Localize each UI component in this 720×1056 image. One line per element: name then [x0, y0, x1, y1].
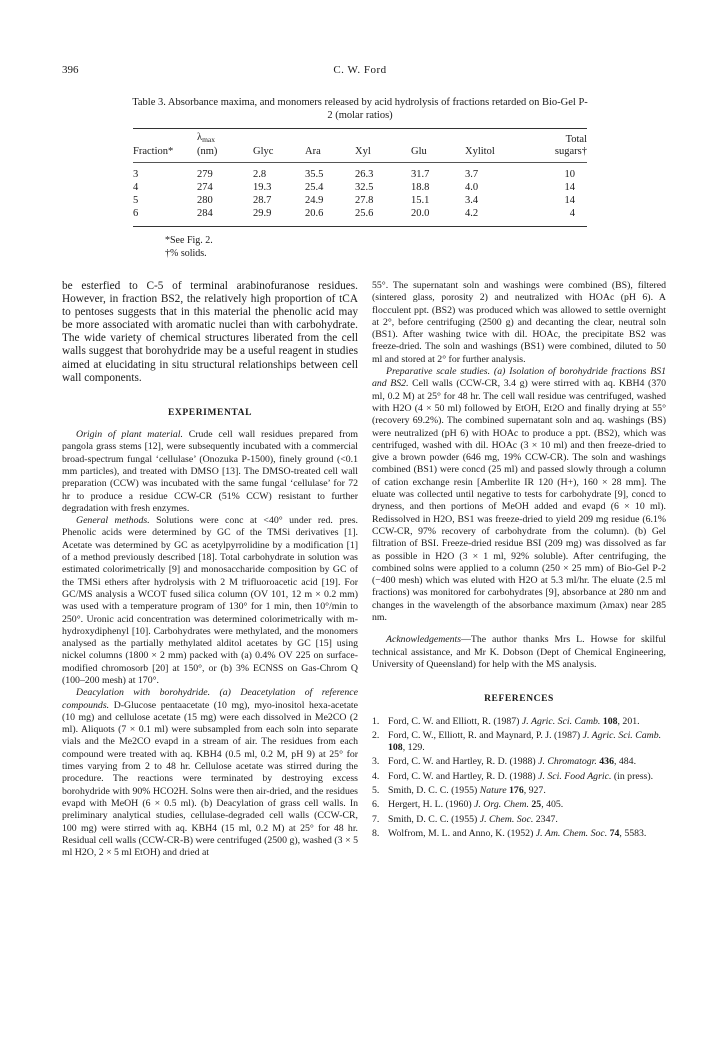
reference-number: 5.: [372, 784, 380, 796]
reference-item: [372, 814, 666, 826]
paragraph-body: Crude cell wall residues prepared from pangola grass stems [12], were subsequently incubated with a commercial broad-spectrum fungal ‘cellulase’ (Onozuka P-1500), finely ground (<0.1 mm particles), and treated with DMSO [13]. The DMSO-treated cell wall preparation (CCW) was incubated with the same fungal ‘cellulase’ for 72 hr to produce a residue CCW-CR (51% CCW) resistant to further degradation with fresh enzymes.: [62, 429, 358, 514]
paragraph-heading: Preparative scale studies.: [386, 366, 491, 378]
reference-item: [372, 828, 666, 840]
reference-pages: (in press).: [611, 770, 654, 782]
reference-journal: J. Chromatogr.: [538, 756, 597, 768]
table-cell: 24.9: [305, 195, 324, 206]
table-row: [133, 194, 587, 207]
reference-authors: Hergert, H. L. (1960): [388, 799, 475, 811]
paragraph-heading: Deacylation with borohydride.: [76, 687, 211, 699]
reference-volume: 25: [528, 799, 542, 811]
table-cell: 25.4: [305, 182, 324, 193]
col-header-fraction: Fraction*: [133, 146, 174, 157]
data-table: [133, 128, 587, 227]
reference-authors: Ford, C. W. and Hartley, R. D. (1988): [388, 770, 539, 782]
table-cell: 3.7: [465, 169, 479, 180]
paragraph-body: D-Glucose pentaacetate (10 mg), myo-inositol hexa-acetate (10 mg) and cellulose acetate (15 mg) were each dissolved in Me2CO (2 ml). Aliquots (7 × 0.1 ml) were subsampled from each soln into separate vials and the Me2CO evapd in a stream of air. The residues from each compound were treated with aq. KBH4 (0.5 ml, 0.2 M, pH 9) at 25° for times varying from 2 to 48 hr. Cellulose acetate was stirred during the procedure. The reactions were terminated by destroying excess borohydride with 90% HCO2H. Solns were then air-dried, and the residues evapd with MeOH (6 × 0.5 ml). (b) Deacylation of grass cell walls. In preliminary analytical studies, cellulase-degraded cell walls (CCW-CR, 100 mg) were stirred with aq. KBH4 (15 ml, 0.2 M) at 25° for 48 hr. Residual cell walls (CCW-CR-B) were centrifuged (2500 g), washed (3 × 5 ml H2O, 2 × 5 ml EtOH) and dried at: [62, 699, 358, 859]
table-footnote: *See Fig. 2.: [165, 235, 213, 246]
reference-number: 4.: [372, 770, 380, 782]
table-cell: 274: [197, 182, 213, 193]
lambda-symbol: λ: [197, 132, 203, 143]
col-header-glu: Glu: [411, 146, 427, 157]
reference-pages: , 405.: [541, 799, 564, 811]
paragraph-general-methods: [62, 515, 358, 687]
reference-journal: J. Am. Chem. Soc.: [535, 827, 608, 839]
reference-number: 2.: [372, 729, 380, 741]
sugars-label: sugars†: [554, 146, 587, 157]
table-row: [133, 168, 587, 181]
running-author: C. W. Ford: [333, 64, 387, 76]
reference-authors: Smith, D. C. C. (1955): [388, 813, 480, 825]
table-cell: 26.3: [355, 169, 374, 180]
reference-pages: 2347.: [533, 813, 558, 825]
table-cell: 5: [133, 195, 139, 206]
col-header-ara: Ara: [305, 146, 321, 157]
table-cell: 279: [197, 169, 213, 180]
paragraph-subheading: (a) Isolation of borohydride fractions BS1 and BS2.: [372, 366, 666, 390]
reference-item: [372, 799, 666, 811]
table-caption: Table 3. Absorbance maxima, and monomers released by acid hydrolysis of fractions retarded on Bio-Gel P-2 (molar ratios): [132, 97, 588, 121]
table-row: [133, 207, 587, 220]
reference-pages: , 927.: [523, 784, 546, 796]
table-cell: 32.5: [355, 182, 374, 193]
table-cell: 19.3: [253, 182, 272, 193]
table-cell: 3.4: [465, 195, 479, 206]
acknowledgements-body: —The author thanks Mrs L. Howse for skilful technical assistance, and Mr K. Dobson (Dept of Chemical Engineering, University of Queensland) for help with the MS analysis.: [372, 634, 666, 670]
paragraph-subheading: (a) Deacetylation of reference compounds.: [62, 687, 358, 711]
table-footnotes: [165, 235, 213, 260]
paragraph-heading: General methods.: [76, 515, 150, 527]
table-cell: 284: [197, 208, 213, 219]
acknowledgements-heading: Acknowledgements: [386, 634, 462, 646]
table-cell: 4.0: [465, 182, 479, 193]
reference-volume: 108: [600, 715, 618, 727]
reference-authors: Smith, D. C. C. (1955): [388, 784, 480, 796]
section-title-experimental: EXPERIMENTAL: [167, 407, 253, 418]
reference-volume: 108: [388, 742, 403, 754]
table-cell: 28.7: [253, 195, 272, 206]
reference-number: 6.: [372, 799, 380, 811]
paragraph-origin: [62, 429, 358, 515]
reference-authors: Ford, C. W. and Hartley, R. D. (1988): [388, 756, 539, 768]
reference-number: 8.: [372, 827, 380, 839]
table-cell: 15.1: [411, 195, 430, 206]
paragraph-preparative: [372, 366, 666, 624]
lambda-subscript: max: [202, 135, 216, 144]
reference-volume: 74: [607, 827, 620, 839]
table-header-rule: [133, 162, 587, 163]
page-number: 396: [62, 64, 79, 76]
reference-journal: Nature: [479, 784, 507, 796]
col-header-xylitol: Xylitol: [465, 146, 495, 157]
reference-journal: J. Agric. Sci. Camb.: [521, 715, 601, 727]
table-cell: 35.5: [305, 169, 324, 180]
table-cell: 4: [133, 182, 139, 193]
references-title: REFERENCES: [484, 694, 554, 705]
table-cell: 4: [569, 208, 575, 219]
reference-item: [372, 716, 666, 728]
table-cell: 10: [564, 169, 575, 180]
table-row: [133, 181, 587, 194]
table-cell: 2.8: [253, 169, 267, 180]
paragraph-deacylation: [62, 687, 358, 859]
reference-number: 7.: [372, 813, 380, 825]
table-bottom-rule: [133, 226, 587, 227]
table-cell: 4.2: [465, 208, 479, 219]
total-label: Total: [565, 134, 587, 145]
reference-volume: 176: [506, 784, 524, 796]
table-cell: 20.6: [305, 208, 324, 219]
reference-item: [372, 730, 666, 755]
table-cell: 25.6: [355, 208, 374, 219]
table-cell: 3: [133, 169, 139, 180]
reference-authors: Ford, C. W., Elliott, R. and Maynard, P. J. (1987): [388, 729, 583, 741]
reference-item: [372, 785, 666, 797]
reference-journal: J. Org. Chem.: [474, 799, 529, 811]
table-header-row: [133, 129, 587, 162]
reference-number: 1.: [372, 715, 380, 727]
table-cell: 29.9: [253, 208, 272, 219]
reference-pages: , 5583.: [619, 827, 647, 839]
reference-list: [372, 716, 666, 841]
reference-pages: , 201.: [617, 715, 640, 727]
col-header-lambda: [197, 129, 253, 162]
table-cell: 20.0: [411, 208, 430, 219]
table-cell: 14: [564, 195, 575, 206]
col-header-total: [535, 129, 587, 162]
left-column: [62, 280, 358, 859]
table-cell: 27.8: [355, 195, 374, 206]
paragraph-body: Solutions were conc at <40° under red. pres. Phenolic acids were determined by GC of the TMSi derivatives [1]. Acetate was determined by GC as acetylpyrrolidine by a modification [1] of a method previously described [18]. Total carbohydrate in solution was estimated colorimetrically [9] and monosaccharide composition by GC of the TMSi ethers after hydrolysis with 2 M trifluoroacetic acid [19]. For GC/MS analysis a WCOT fused silica column (OV 101, 12 m × 0.2 mm) was used with a temperature program of 130° for 1 min, then 10°/min to 250°. Uronic acid concentration was determined colorimetrically with m-hydroxydiphenyl [10]. Carbohydrates were methylated, and the monomers analysed as the partially methylated alditol acetates by GC [15] using nickel columns (1800 × 2 mm) packed with (a) 0.4% OV 225 on surface-modified chromosorb [20] at 150°, or (b) 3% ECNSS on Gas-Chrom Q (100–200 mesh) at 170°.: [62, 515, 358, 686]
right-column: [372, 280, 666, 842]
col-header-glyc: Glyc: [253, 146, 274, 157]
table-footnote: †% solids.: [165, 247, 207, 259]
reference-authors: Ford, C. W. and Elliott, R. (1987): [388, 715, 522, 727]
table-cell: 6: [133, 208, 139, 219]
reference-item: [372, 771, 666, 783]
table-cell: 280: [197, 195, 213, 206]
reference-authors: Wolfrom, M. L. and Anno, K. (1952): [388, 827, 536, 839]
table-cell: 31.7: [411, 169, 430, 180]
running-header: [62, 64, 658, 80]
reference-journal: J. Agric. Sci. Camb.: [582, 729, 662, 741]
reference-pages: , 484.: [613, 756, 637, 768]
paragraph-heading: Origin of plant material.: [76, 429, 183, 441]
reference-item: [372, 756, 666, 768]
acknowledgements: [372, 634, 666, 671]
col-header-xyl: Xyl: [355, 146, 371, 157]
reference-journal: J. Chem. Soc.: [479, 813, 534, 825]
lambda-unit: (nm): [197, 146, 218, 157]
lead-paragraph: be esterfied to C-5 of terminal arabinofuranose residues. However, in fraction BS2, the relatively high proportion of tCA to pentoses suggests that in this material the phenolic acid may be more associated with aromatic nuclei than with carbohydrate. The wide variety of chemical structures liberated from the cell walls suggest that borohydride may be a useful reagent in studies aimed at elucidating in situ structural relationships between cell wall components.: [62, 280, 358, 384]
reference-pages: , 129.: [402, 742, 425, 754]
table-cell: 18.8: [411, 182, 430, 193]
reference-journal: J. Sci. Food Agric.: [538, 770, 612, 782]
reference-volume: 436: [596, 756, 614, 768]
paragraph-continued: 55°. The supernatant soln and washings were combined (BS), filtered (sintered glass, porosity 2) and neutralized with HOAc (pH 6). A flocculent ppt. (BS2) was produced which was allowed to settle overnight at 2°, before centrifuging (2500 g) and decanting the clear, neutral soln (BS1). After washing twice with dil. HOAc, the precipitate BS2 was freeze-dried. The soln and washings (BS1) were combined, diluted to 50 ml and stored at 2° for further analysis.: [372, 280, 666, 365]
reference-number: 3.: [372, 756, 380, 768]
paragraph-body: Cell walls (CCW-CR, 3.4 g) were stirred with aq. KBH4 (370 ml, 0.2 M) at 25° for 48 hr. The cell wall residue was centrifuged, washed with H2O (4 × 50 ml) followed by EtOH, Et2O and finally drying at 55° (recovery 69.2%). The combined supernatant soln and aq. washings (BS) were neutralized (pH 6) with HOAc to produce a ppt. (BS2), which was centrifuged, washed with dil. HOAc (3 × 10 ml) and then freeze-dried to give a brown powder (646 mg, 19% CCW-CR). The soln and washings combined (BS1) were concd (25 ml) and passed slowly through a column of cation exchange resin [Amberlite IR 120 (H+), 160 × 28 mm]. The eluate was collected until negative to tests for carbohydrate [9], concd to dryness, and then portions of MeOH added and evapd (6 × 10 ml). Redissolved in H2O, BS1 was freeze-dried to yield 209 mg residue (6.1% CCW-CR, 97% recovery of carbohydrate from the column). (b) Gel filtration of BSI. Freeze-dried residue BSI (209 mg) was dissolved as far as possible in H2O (3 × 1 ml, 92% soluble). After centrifuging, the combined solns were applied to a column (250 × 25 mm) of Bio-Gel P-2 (−400 mesh) which was eluted with H2O at 5.3 ml/hr. The eluate (2.5 ml fractions) was monitored for carbohydrates [9], absorbance at 280 nm and changes in the wavelength of the absorbance maximum (λmax) near 285 nm.: [372, 378, 667, 624]
table-cell: 14: [564, 182, 575, 193]
